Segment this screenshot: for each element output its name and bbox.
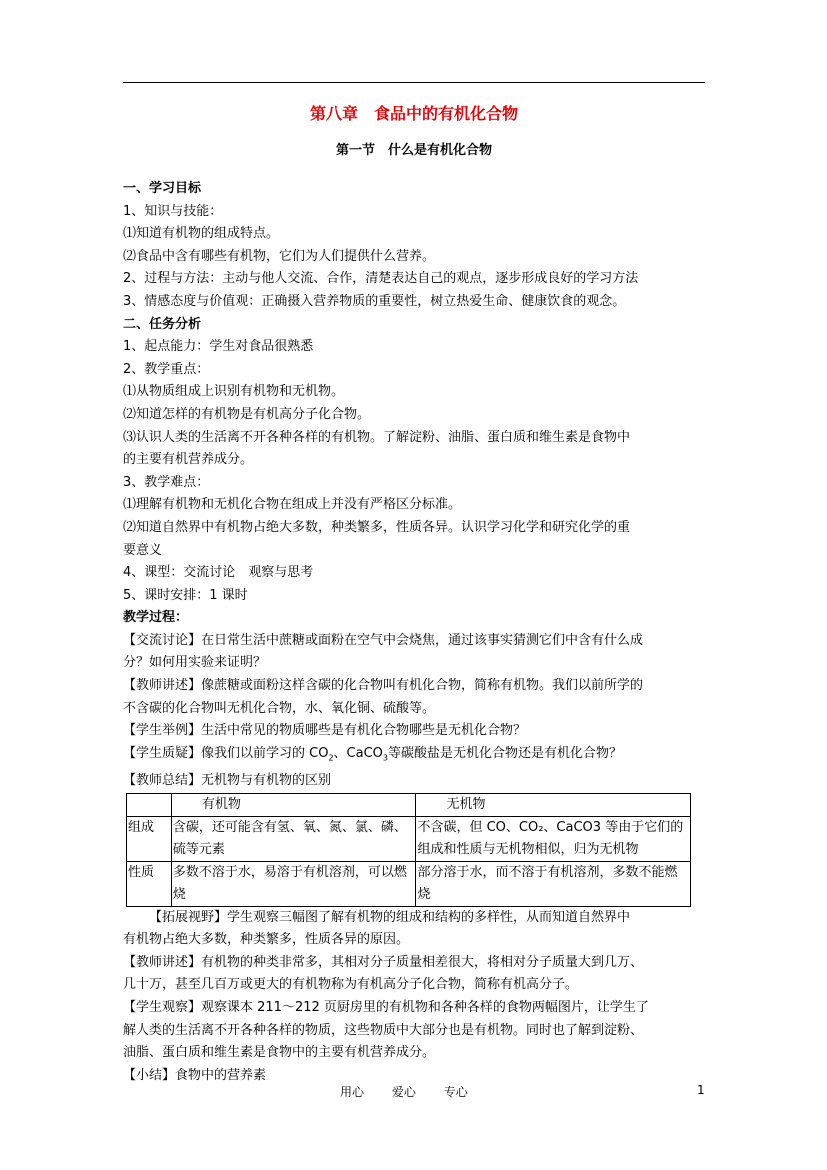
text-line: 5、课时安排：1 课时 [123, 587, 248, 603]
table-cell: 不含碳，但 CO、CO₂、CaCO3 等由于它们的组成和性质与无机物相似，归为无机物 [416, 816, 691, 861]
table-header-row [127, 793, 691, 816]
footer-item: 用心 [340, 1085, 365, 1099]
table-header-cell [127, 793, 172, 816]
table-cell: 部分溶于水，而不溶于有机溶剂，多数不能燃烧 [416, 861, 691, 906]
table-cell: 多数不溶于水，易溶于有机溶剂，可以燃烧 [171, 861, 416, 906]
question-suffix: 等碳酸盐是无机化合物还是有机化合物？ [388, 745, 623, 761]
text-line: 【教师讲述】有机物的种类非常多，其相对分子质量相差很大，将相对分子质量大到几万、 [123, 954, 644, 970]
page-footer [340, 1083, 492, 1100]
table-row-label: 性质 [127, 861, 172, 906]
question-middle: 、CaCO [333, 745, 383, 761]
text-line: 1、起点能力：学生对食品很熟悉 [123, 339, 314, 355]
table-row [127, 816, 691, 861]
question-line [123, 743, 705, 770]
text-line: 【教师讲述】像蔗糖或面粉这样含碳的化合物叫有机化合物，简称有机物。我们以前所学的 [123, 678, 644, 694]
text-line: 【学生观察】观察课本 211～212 页厨房里的有机物和各种各样的食物两幅图片，让学生了 [123, 1000, 649, 1015]
text-line: 【学生举例】生活中常见的物质哪些是有机化合物哪些是无机化合物？ [123, 723, 527, 739]
header-rule [123, 82, 705, 83]
text-line: 一、学习目标 [123, 181, 202, 196]
table-header-cell: 有机物 [171, 793, 416, 816]
footer-item: 爱心 [391, 1085, 416, 1099]
text-line: 3、情感态度与价值观：正确摄入营养物质的重要性，树立热爱生命、健康饮食的观念。 [123, 293, 626, 309]
text-line: ⑴知道有机物的组成特点。 [123, 226, 280, 242]
text-line: 2、教学重点： [123, 361, 210, 377]
text-line: 油脂、蛋白质和维生素是食物中的主要有机营养成分。 [123, 1045, 436, 1061]
text-line: 有机物占绝大多数，种类繁多，性质各异的原因。 [123, 932, 410, 948]
text-line: ⑵知道自然界中有机物占绝大多数，种类繁多，性质各异。认识学习化学和研究化学的重 [123, 519, 631, 535]
section-title: 第一节 什么是有机化合物 [335, 143, 492, 158]
text-line: 1、知识与技能： [123, 203, 223, 219]
footer-item: 专心 [443, 1085, 468, 1099]
text-line: ⑴从物质组成上识别有机物和无机物。 [123, 384, 345, 400]
text-line: ⑵知道怎样的有机物是有机高分子化合物。 [123, 406, 371, 422]
page-number: 1 [697, 1083, 705, 1097]
text-line: ⑶认识人类的生活离不开各种各样的有机物。了解淀粉、油脂、蛋白质和维生素是食物中 [123, 429, 631, 445]
text-line: 【拓展视野】学生观察三幅图了解有机物的组成和结构的多样性，从而知道自然界中 [149, 909, 631, 925]
text-line: 要意义 [123, 542, 163, 558]
text-line: 【小结】食物中的营养素 [123, 1067, 267, 1083]
text-line: 2、过程与方法：主动与他人交流、合作，清楚表达自己的观点，逐步形成良好的学习方法 [123, 271, 639, 287]
text-line: 解人类的生活离不开各种各样的物质，这些物质中大部分也是有机物。同时也了解到淀粉、 [123, 1022, 644, 1038]
table-cell: 含碳，还可能含有氢、氧、氮、氯、磷、硫等元素 [171, 816, 416, 861]
table-row-label: 组成 [127, 816, 172, 861]
text-line: 几十万，甚至几百万或更大的有机物称为有机高分子化合物，简称有机高分子。 [123, 977, 579, 993]
text-line: 二、任务分析 [123, 316, 202, 332]
table-header-cell: 无机物 [416, 793, 691, 816]
text-line: 4、课型：交流讨论 观察与思考 [123, 565, 314, 581]
text-line: 教学过程： [123, 610, 189, 626]
table-row [127, 861, 691, 906]
question-prefix: 【学生质疑】像我们以前学习的 CO [123, 745, 329, 761]
body-section-b [123, 907, 705, 1088]
text-line: 【交流讨论】在日常生活中蔗糖或面粉在空气中会烧焦，通过该事实猜测它们中含有什么成 [123, 632, 644, 648]
summary-line: 【教师总结】无机物与有机物的区别 [123, 773, 332, 789]
body-section-a [123, 178, 705, 743]
chapter-title: 第八章 食品中的有机化合物 [309, 104, 518, 123]
question-sub-2: 3 [382, 753, 388, 763]
text-line: ⑴理解有机物和无机化合物在组成上并没有严格区分标准。 [123, 497, 462, 513]
document-page [123, 100, 705, 1087]
text-line: 不含碳的化合物叫无机化合物，水、氧化铜、硫酸等。 [123, 700, 436, 716]
comparison-table [126, 793, 691, 907]
text-line: ⑵食品中含有哪些有机物，它们为人们提供什么营养。 [123, 248, 436, 264]
text-line: 的主要有机营养成分。 [123, 452, 254, 468]
text-line: 分？如何用实验来证明？ [123, 655, 267, 671]
question-sub-1: 2 [328, 753, 334, 763]
text-line: 3、教学难点： [123, 474, 210, 490]
